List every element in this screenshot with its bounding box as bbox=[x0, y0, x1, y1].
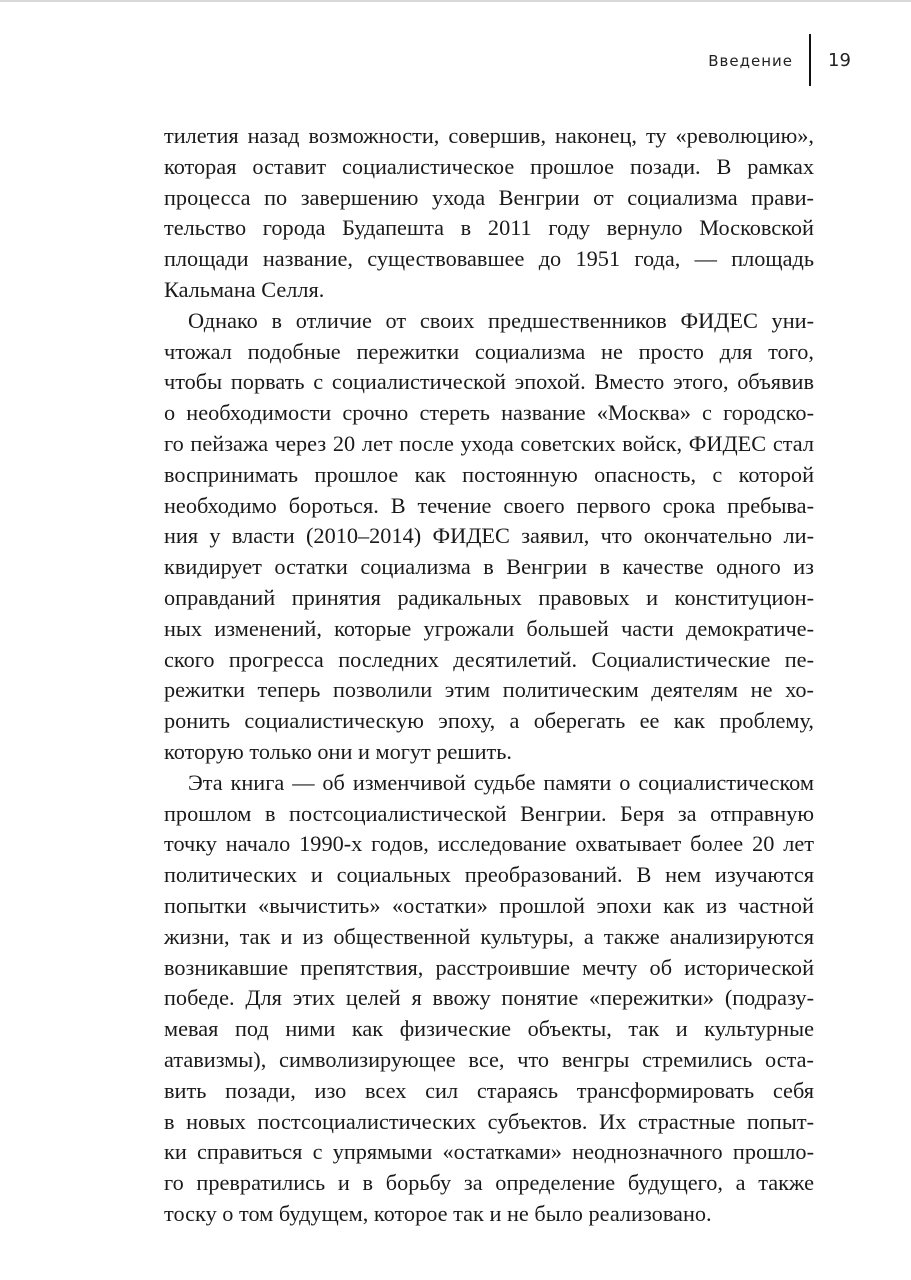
text-line: Эта книга — об изменчивой судьбе памяти о социалистическом bbox=[188, 769, 814, 795]
running-head-divider bbox=[809, 34, 811, 86]
text-line: воспринимать прошлое как постоянную опасность, с которой bbox=[164, 461, 814, 487]
text-line: прошлом в постсоциалистической Венгрии. Беря за отправную bbox=[164, 800, 814, 826]
text-line: квидирует остатки социализма в Венгрии в качестве одного из bbox=[164, 554, 814, 580]
text-line: ского прогресса последних десятилетий. Социалистические пе- bbox=[164, 646, 814, 672]
text-line: процесса по завершению ухода Венгрии от социализма прави- bbox=[164, 184, 814, 210]
text-line: вить позади, изо всех сил стараясь трансформировать себя bbox=[164, 1077, 814, 1103]
text-line: чтожал подобные пережитки социализма не просто для того, bbox=[164, 338, 814, 364]
top-edge-rule bbox=[0, 0, 911, 2]
page-number: 19 bbox=[828, 50, 851, 71]
text-line: ки справиться с упрямыми «остатками» неоднозначного прошло- bbox=[164, 1139, 814, 1165]
text-line: ных изменений, которые угрожали большей части демократиче- bbox=[164, 615, 814, 641]
text-line: го превратились и в борьбу за определение будущего, а также bbox=[164, 1170, 814, 1196]
text-line: режитки теперь позволили этим политическим деятелям не хо- bbox=[164, 677, 814, 703]
text-line: тоску о том будущем, которое так и не было реализовано. bbox=[164, 1200, 712, 1226]
text-line: победе. Для этих целей я ввожу понятие «пережитки» (подразу- bbox=[164, 985, 814, 1011]
running-head-section-title: Введение bbox=[708, 52, 793, 70]
text-line: тельство города Будапешта в 2011 году вернуло Московской bbox=[164, 215, 814, 241]
paragraph bbox=[164, 768, 814, 1230]
running-head bbox=[0, 50, 911, 80]
text-line: точку начало 1990-х годов, исследование охватывает более 20 лет bbox=[164, 831, 814, 857]
text-line: тилетия назад возможности, совершив, наконец, ту «революцию», bbox=[164, 123, 814, 148]
text-line: которую только они и могут решить. bbox=[164, 738, 513, 764]
text-line: жизни, так и из общественной культуры, а также анализируются bbox=[164, 923, 814, 949]
text-line: мевая под ними как физические объекты, так и культурные bbox=[164, 1016, 814, 1042]
text-line: о необходимости срочно стереть название «Москва» с городско- bbox=[164, 400, 814, 426]
text-line: оправданий принятия радикальных правовых и конституцион- bbox=[164, 584, 814, 610]
text-line: Однако в отличие от своих предшественников ФИДЕС уни- bbox=[188, 307, 814, 333]
text-line: ронить социалистическую эпоху, а оберегать ее как проблему, bbox=[164, 708, 814, 734]
text-line: ния у власти (2010–2014) ФИДЕС заявил, что окончательно ли- bbox=[164, 523, 814, 549]
text-line: политических и социальных преобразований. В нем изучаются bbox=[164, 862, 814, 888]
paragraph bbox=[164, 121, 814, 306]
text-line: Кальмана Селля. bbox=[164, 276, 325, 302]
body-text bbox=[164, 121, 814, 1230]
paragraph bbox=[164, 306, 814, 768]
text-line: чтобы порвать с социалистической эпохой. Вместо этого, объявив bbox=[164, 369, 814, 395]
text-line: возникавшие препятствия, расстроившие мечту об исторической bbox=[164, 954, 814, 980]
text-line: атавизмы), символизирующее все, что венгры стремились оста- bbox=[164, 1046, 814, 1072]
text-line: попытки «вычистить» «остатки» прошлой эпохи как из частной bbox=[164, 892, 814, 918]
text-line: го пейзажа через 20 лет после ухода советских войск, ФИДЕС стал bbox=[164, 430, 814, 456]
text-line: которая оставит социалистическое прошлое позади. В рамках bbox=[164, 153, 814, 179]
text-line: необходимо бороться. В течение своего первого срока пребыва- bbox=[164, 492, 814, 518]
text-line: в новых постсоциалистических субъектов. Их страстные попыт- bbox=[164, 1108, 814, 1134]
text-line: площади название, существовавшее до 1951 года, — площадь bbox=[164, 246, 814, 272]
